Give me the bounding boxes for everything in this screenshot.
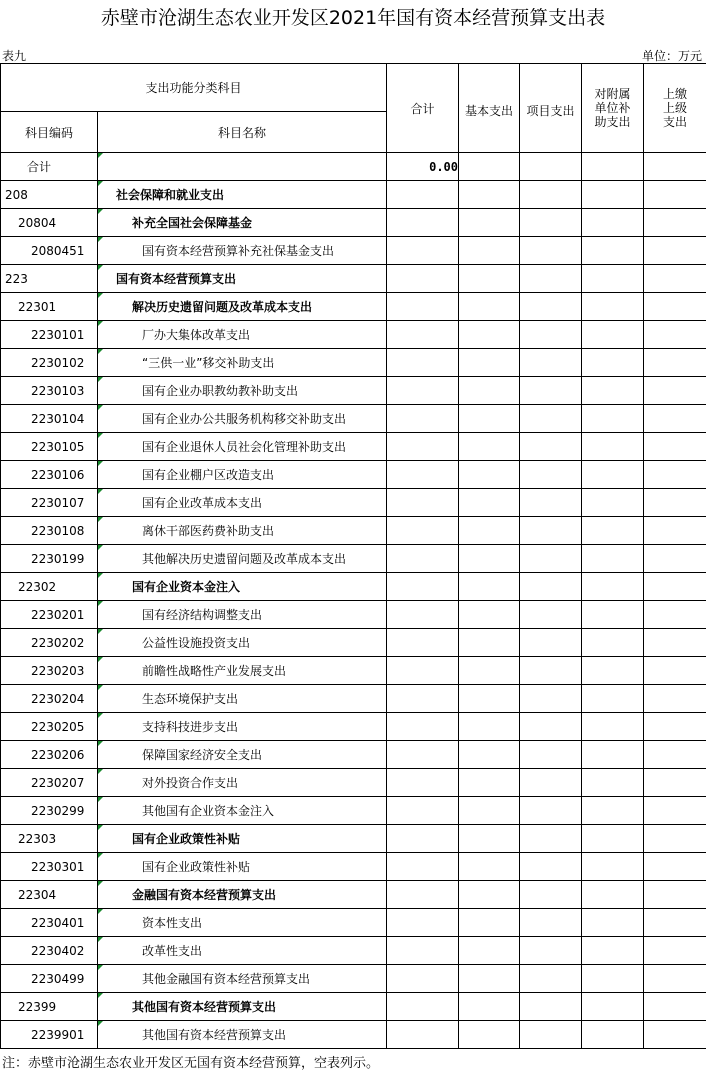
header-project: 项目支出 [520, 64, 582, 153]
row-subsidy [582, 965, 644, 993]
row-subsidy [582, 265, 644, 293]
row-name: 国有资本经营预算补充社保基金支出 [98, 237, 387, 265]
row-basic [459, 741, 520, 769]
row-code: 22304 [1, 881, 98, 909]
row-code: 2230108 [1, 517, 98, 545]
row-project [520, 293, 582, 321]
header-code: 科目编码 [1, 112, 98, 153]
row-total [387, 797, 459, 825]
row-subsidy [582, 657, 644, 685]
row-name: “三供一业”移交补助支出 [98, 349, 387, 377]
row-code: 2230201 [1, 601, 98, 629]
row-subsidy [582, 713, 644, 741]
row-code: 2230204 [1, 685, 98, 713]
row-total [387, 461, 459, 489]
row-name: 其他解决历史遗留问题及改革成本支出 [98, 545, 387, 573]
row-subsidy [582, 797, 644, 825]
row-remit [644, 573, 706, 601]
row-total [387, 657, 459, 685]
row-code: 22302 [1, 573, 98, 601]
row-code: 2230106 [1, 461, 98, 489]
row-total [387, 937, 459, 965]
row-code: 2230301 [1, 853, 98, 881]
row-remit [644, 937, 706, 965]
table-row [1, 713, 706, 741]
row-remit [644, 1021, 706, 1049]
unit-label: 单位：万元 [641, 49, 702, 63]
row-name: 国有企业办公共服务机构移交补助支出 [98, 405, 387, 433]
total-value: 0.00 [387, 153, 459, 181]
row-name: 国有企业退休人员社会化管理补助支出 [98, 433, 387, 461]
row-basic [459, 881, 520, 909]
row-name: 国有资本经营预算支出 [98, 265, 387, 293]
row-project [520, 461, 582, 489]
row-basic [459, 657, 520, 685]
row-project [520, 181, 582, 209]
row-name: 保障国家经济安全支出 [98, 741, 387, 769]
row-subsidy [582, 545, 644, 573]
row-basic [459, 433, 520, 461]
table-row [1, 629, 706, 657]
row-remit [644, 237, 706, 265]
table-row [1, 237, 706, 265]
row-subsidy [582, 209, 644, 237]
row-subsidy [582, 993, 644, 1021]
row-code: 2230104 [1, 405, 98, 433]
total-basic [459, 153, 520, 181]
row-basic [459, 181, 520, 209]
row-total [387, 237, 459, 265]
footnote: 注：赤壁市沧湖生态农业开发区无国有资本经营预算，空表列示。 [2, 1056, 380, 1071]
total-row [1, 153, 706, 181]
row-subsidy [582, 461, 644, 489]
row-basic [459, 209, 520, 237]
row-name: 解决历史遗留问题及改革成本支出 [98, 293, 387, 321]
row-name: 社会保障和就业支出 [98, 181, 387, 209]
row-remit [644, 797, 706, 825]
total-label: 合计 [1, 153, 98, 181]
table-row [1, 181, 706, 209]
table-row [1, 909, 706, 937]
header-basic: 基本支出 [459, 64, 520, 153]
row-basic [459, 461, 520, 489]
row-total [387, 965, 459, 993]
total-subsidy [582, 153, 644, 181]
row-total [387, 545, 459, 573]
row-subsidy [582, 825, 644, 853]
row-project [520, 769, 582, 797]
row-remit [644, 713, 706, 741]
row-project [520, 265, 582, 293]
row-subsidy [582, 769, 644, 797]
row-subsidy [582, 601, 644, 629]
table-row [1, 517, 706, 545]
row-project [520, 713, 582, 741]
row-total [387, 713, 459, 741]
row-code: 22301 [1, 293, 98, 321]
row-code: 2230203 [1, 657, 98, 685]
row-name: 国有企业棚户区改造支出 [98, 461, 387, 489]
table-row [1, 545, 706, 573]
row-remit [644, 517, 706, 545]
row-subsidy [582, 433, 644, 461]
row-code: 2230206 [1, 741, 98, 769]
row-subsidy [582, 237, 644, 265]
row-code: 2230199 [1, 545, 98, 573]
row-project [520, 853, 582, 881]
total-remit [644, 153, 706, 181]
row-subsidy [582, 293, 644, 321]
row-project [520, 349, 582, 377]
row-project [520, 881, 582, 909]
row-subsidy [582, 853, 644, 881]
row-remit [644, 377, 706, 405]
row-project [520, 657, 582, 685]
row-basic [459, 713, 520, 741]
row-code: 208 [1, 181, 98, 209]
table-row [1, 965, 706, 993]
row-name: 国有企业办职教幼教补助支出 [98, 377, 387, 405]
row-remit [644, 769, 706, 797]
table-row [1, 685, 706, 713]
row-remit [644, 965, 706, 993]
table-row [1, 209, 706, 237]
row-project [520, 937, 582, 965]
row-project [520, 321, 582, 349]
page-title: 赤壁市沧湖生态农业开发区2021年国有资本经营预算支出表 [100, 7, 606, 29]
row-project [520, 209, 582, 237]
row-name: 补充全国社会保障基金 [98, 209, 387, 237]
row-basic [459, 937, 520, 965]
row-remit [644, 881, 706, 909]
row-basic [459, 965, 520, 993]
row-subsidy [582, 741, 644, 769]
row-subsidy [582, 321, 644, 349]
row-name: 国有企业政策性补贴 [98, 853, 387, 881]
row-basic [459, 573, 520, 601]
table-row [1, 741, 706, 769]
row-basic [459, 545, 520, 573]
row-subsidy [582, 881, 644, 909]
row-project [520, 489, 582, 517]
table-row [1, 769, 706, 797]
row-code: 2230202 [1, 629, 98, 657]
header-remit: 上缴上级支出 [644, 64, 706, 153]
table-row [1, 321, 706, 349]
row-remit [644, 293, 706, 321]
header-name: 科目名称 [98, 112, 387, 153]
row-code: 2230107 [1, 489, 98, 517]
row-total [387, 377, 459, 405]
table-row [1, 853, 706, 881]
row-code: 22303 [1, 825, 98, 853]
row-name: 金融国有资本经营预算支出 [98, 881, 387, 909]
table-row [1, 405, 706, 433]
row-basic [459, 405, 520, 433]
row-project [520, 685, 582, 713]
row-remit [644, 349, 706, 377]
table-row [1, 573, 706, 601]
total-name-cell [98, 153, 387, 181]
row-remit [644, 405, 706, 433]
table-row [1, 461, 706, 489]
row-basic [459, 377, 520, 405]
row-subsidy [582, 405, 644, 433]
row-total [387, 405, 459, 433]
row-code: 2080451 [1, 237, 98, 265]
row-basic [459, 853, 520, 881]
row-remit [644, 629, 706, 657]
row-remit [644, 825, 706, 853]
row-subsidy [582, 909, 644, 937]
row-project [520, 237, 582, 265]
row-total [387, 601, 459, 629]
row-total [387, 489, 459, 517]
row-subsidy [582, 629, 644, 657]
row-basic [459, 601, 520, 629]
row-project [520, 433, 582, 461]
row-total [387, 181, 459, 209]
row-project [520, 517, 582, 545]
row-basic [459, 769, 520, 797]
row-remit [644, 657, 706, 685]
row-basic [459, 797, 520, 825]
row-total [387, 349, 459, 377]
table-row [1, 601, 706, 629]
table-number: 表九 [2, 49, 27, 63]
header-total: 合计 [387, 64, 459, 153]
row-name: 国有企业政策性补贴 [98, 825, 387, 853]
row-remit [644, 181, 706, 209]
row-remit [644, 741, 706, 769]
row-code: 2230299 [1, 797, 98, 825]
row-name: 资本性支出 [98, 909, 387, 937]
row-basic [459, 293, 520, 321]
row-project [520, 741, 582, 769]
row-total [387, 321, 459, 349]
row-total [387, 293, 459, 321]
table-row [1, 489, 706, 517]
table-row [1, 825, 706, 853]
row-total [387, 825, 459, 853]
row-remit [644, 209, 706, 237]
row-basic [459, 1021, 520, 1049]
row-basic [459, 685, 520, 713]
row-total [387, 853, 459, 881]
row-code: 223 [1, 265, 98, 293]
row-total [387, 209, 459, 237]
row-code: 2230101 [1, 321, 98, 349]
row-basic [459, 517, 520, 545]
table-row [1, 937, 706, 965]
row-project [520, 909, 582, 937]
table-row [1, 265, 706, 293]
row-name: 其他国有企业资本金注入 [98, 797, 387, 825]
row-remit [644, 685, 706, 713]
row-project [520, 601, 582, 629]
row-project [520, 573, 582, 601]
table-row [1, 797, 706, 825]
row-name: 前瞻性战略性产业发展支出 [98, 657, 387, 685]
row-code: 2230102 [1, 349, 98, 377]
row-project [520, 825, 582, 853]
row-project [520, 405, 582, 433]
header-subsidy: 对附属单位补助支出 [582, 64, 644, 153]
row-name: 改革性支出 [98, 937, 387, 965]
header-func-category: 支出功能分类科目 [1, 64, 387, 112]
row-project [520, 377, 582, 405]
row-total [387, 573, 459, 601]
row-total [387, 909, 459, 937]
row-total [387, 993, 459, 1021]
row-code: 20804 [1, 209, 98, 237]
row-remit [644, 601, 706, 629]
row-project [520, 797, 582, 825]
row-name: 国有经济结构调整支出 [98, 601, 387, 629]
row-basic [459, 321, 520, 349]
row-name: 国有企业改革成本支出 [98, 489, 387, 517]
row-code: 2230402 [1, 937, 98, 965]
row-basic [459, 349, 520, 377]
row-name: 其他国有资本经营预算支出 [98, 1021, 387, 1049]
row-name: 其他国有资本经营预算支出 [98, 993, 387, 1021]
table-row [1, 433, 706, 461]
row-project [520, 545, 582, 573]
row-total [387, 769, 459, 797]
row-basic [459, 265, 520, 293]
row-code: 22399 [1, 993, 98, 1021]
total-project [520, 153, 582, 181]
row-name: 国有企业资本金注入 [98, 573, 387, 601]
row-name: 其他金融国有资本经营预算支出 [98, 965, 387, 993]
row-remit [644, 489, 706, 517]
row-subsidy [582, 685, 644, 713]
row-remit [644, 545, 706, 573]
row-name: 支持科技进步支出 [98, 713, 387, 741]
row-project [520, 993, 582, 1021]
row-total [387, 629, 459, 657]
table-row [1, 1021, 706, 1049]
row-code: 2230499 [1, 965, 98, 993]
row-remit [644, 993, 706, 1021]
row-code: 2230105 [1, 433, 98, 461]
table-row [1, 657, 706, 685]
row-project [520, 1021, 582, 1049]
row-basic [459, 825, 520, 853]
row-total [387, 517, 459, 545]
row-subsidy [582, 349, 644, 377]
row-subsidy [582, 181, 644, 209]
row-code: 2230205 [1, 713, 98, 741]
row-remit [644, 853, 706, 881]
table-row [1, 993, 706, 1021]
row-code: 2230103 [1, 377, 98, 405]
row-total [387, 433, 459, 461]
row-name: 离休干部医药费补助支出 [98, 517, 387, 545]
row-name: 生态环境保护支出 [98, 685, 387, 713]
row-code: 2230401 [1, 909, 98, 937]
row-subsidy [582, 937, 644, 965]
row-basic [459, 237, 520, 265]
row-remit [644, 321, 706, 349]
row-remit [644, 909, 706, 937]
row-basic [459, 909, 520, 937]
row-total [387, 685, 459, 713]
row-name: 厂办大集体改革支出 [98, 321, 387, 349]
row-basic [459, 629, 520, 657]
row-remit [644, 461, 706, 489]
row-code: 2239901 [1, 1021, 98, 1049]
row-remit [644, 433, 706, 461]
row-code: 2230207 [1, 769, 98, 797]
row-subsidy [582, 1021, 644, 1049]
row-project [520, 629, 582, 657]
table-row [1, 293, 706, 321]
row-subsidy [582, 517, 644, 545]
budget-table [0, 63, 706, 1049]
row-name: 对外投资合作支出 [98, 769, 387, 797]
row-name: 公益性设施投资支出 [98, 629, 387, 657]
row-total [387, 741, 459, 769]
row-subsidy [582, 489, 644, 517]
row-total [387, 881, 459, 909]
row-total [387, 1021, 459, 1049]
row-total [387, 265, 459, 293]
row-subsidy [582, 377, 644, 405]
row-basic [459, 489, 520, 517]
table-row [1, 349, 706, 377]
table-row [1, 377, 706, 405]
row-remit [644, 265, 706, 293]
row-subsidy [582, 573, 644, 601]
table-row [1, 881, 706, 909]
row-basic [459, 993, 520, 1021]
row-project [520, 965, 582, 993]
